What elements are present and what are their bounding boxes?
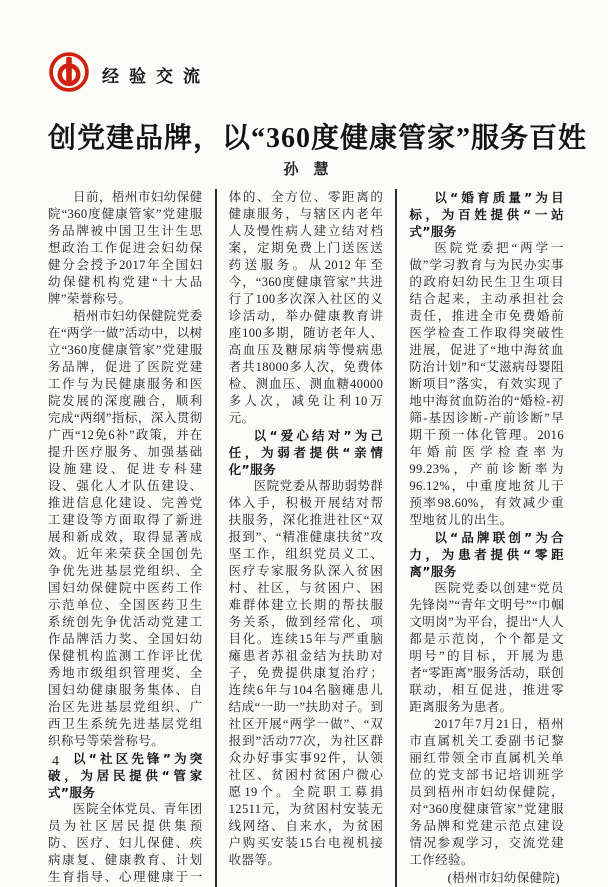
subheading-brand-co-creation: 以“品牌联创”为合力，为患者提供“零距离”服务 (409, 530, 564, 579)
trade-union-logo-icon (48, 51, 90, 93)
subheading-loving-pairing: 以“爱心结对”为己任，为弱者提供“亲情化”服务 (228, 428, 384, 477)
paragraph: 医院党委以创建“党员先锋岗”“青年文明号”“巾帼文明岗”为平台，提出“人人都是示范岗，个个都是文明号”的目标，开展为患者“零距离”服务活动，联创联动，相互促进，推进零距离服务为患者。 (409, 581, 564, 714)
section-header (48, 50, 564, 94)
section-label: 经验交流 (102, 66, 210, 87)
article-title: 创党建品牌，以“360度健康管家”服务百姓 (48, 123, 588, 154)
article-author: 孙 慧 (283, 162, 329, 178)
paragraph: 日前，梧州市妇幼保健院“360度健康管家”党建服务品牌被中国卫生计生思想政治工作促进会妇幼保健分会授予2017年全国妇幼保健机构党建“十大品牌”荣誉称号。 (48, 190, 203, 306)
page-number: 4 (52, 754, 59, 769)
paragraph: 梧州市妇幼保健院党委在“两学一做”活动中，以树立“360度健康管家”党建服务品牌，促进了医院党建工作与为民健康服务和医院发展的深度融合，顺利完成“两纲”指标，深入贯彻广西“12免6补”政策，并在提升医疗服务、加强基础设施建设、促进专科建设、强化人才队伍建设、推进信息化建设、完善党工建设等方面取得了新进展和新成效，取得显著成效。近年来荣获全国创先争优先进基层党组织、全国妇幼保健院中医药工作示范单位、全国医药卫生系统创先争优活动党建工作品牌活力奖、全国妇幼保健机构监测工作评比优秀地市级组织管理奖、全国妇幼健康服务集体、自治区先进基层党组织、广西卫生系统先进基层党组织称号等荣誉称号。 (48, 309, 203, 748)
subheading-community-pioneer: 以“社区先锋”为突破，为居民提供“管家式”服务 (48, 751, 203, 800)
paragraph: 医院全体党员、青年团员为社区居民提供集预防、医疗、妇儿保健、疾病康复、健康教育、计划生育指导、心理健康于一体的、全方位、零距离的健康服务，与辖区内老年人及慢性病人建立结对档案，定期免费上门送医送药送服务。从2012年至今，“360度健康管家”共进行了100多次深入社区的义诊活动，举办健康教育讲座100多期，随访老年人、高血压及糖尿病等慢病患者共18000多人次，免费体检、测血压、测血糖40000多人次，减免让利10万元。 (48, 190, 384, 884)
article-body (48, 189, 564, 887)
paragraph: 2017年7月21日，梧州市直属机关工委副书记黎丽红带领全市直属机关单位的党支部书记培训班学员到梧州市妇幼保健院，对“360度健康管家”党建服务品牌和党建示范点建设情况参观学习，交流党建工作经验。 (409, 717, 564, 867)
subheading-marriage-quality: 以“婚育质量”为目标，为百姓提供“一站式”服务 (409, 190, 564, 239)
paragraph: 医院党委从帮助弱势群体入手，积极开展结对帮扶服务，深化推进社区“双报到”、“精准健康扶贫”攻坚工作，组织党员义工、医疗专家服务队深入贫困村、社区，与贫困户、困难群体建立长期的帮扶服务关系，做到经常化、项目化。连续15年与严重脑瘫患者苏祖金结为扶助对子，免费提供康复治疗；连续6年与104名脑瘫患儿结成“一助一”扶助对子。到社区开展“两学一做”、“双报到”活动77次，为社区群众办好事实事92件，认领社区、贫困村贫困户微心愿19个。全院职工募捐12511元，为贫困村安装无线网络、自来水，为贫困户购买安装15台电视机接收器等。 (228, 479, 384, 867)
article-signature: (梧州市妇幼保健院) (447, 871, 560, 885)
paragraph: 医院党委把“两学一做”学习教育与为民办实事的政府妇幼民生卫生项目结合起来，主动承担社会责任，推进全市免费婚前医学检查工作取得突破性进展，促进了“地中海贫血防治计划”和“艾滋病母婴阻断项目”落实，有效实现了地中海贫血防治的“婚检-初筛-基因诊断-产前诊断”早期干预一体化管理。2016年婚前医学检查率为99.23%，产前诊断率为96.12%，中重度地贫儿干预率98.60%，有效减少重型地贫儿的出生。 (409, 241, 564, 527)
